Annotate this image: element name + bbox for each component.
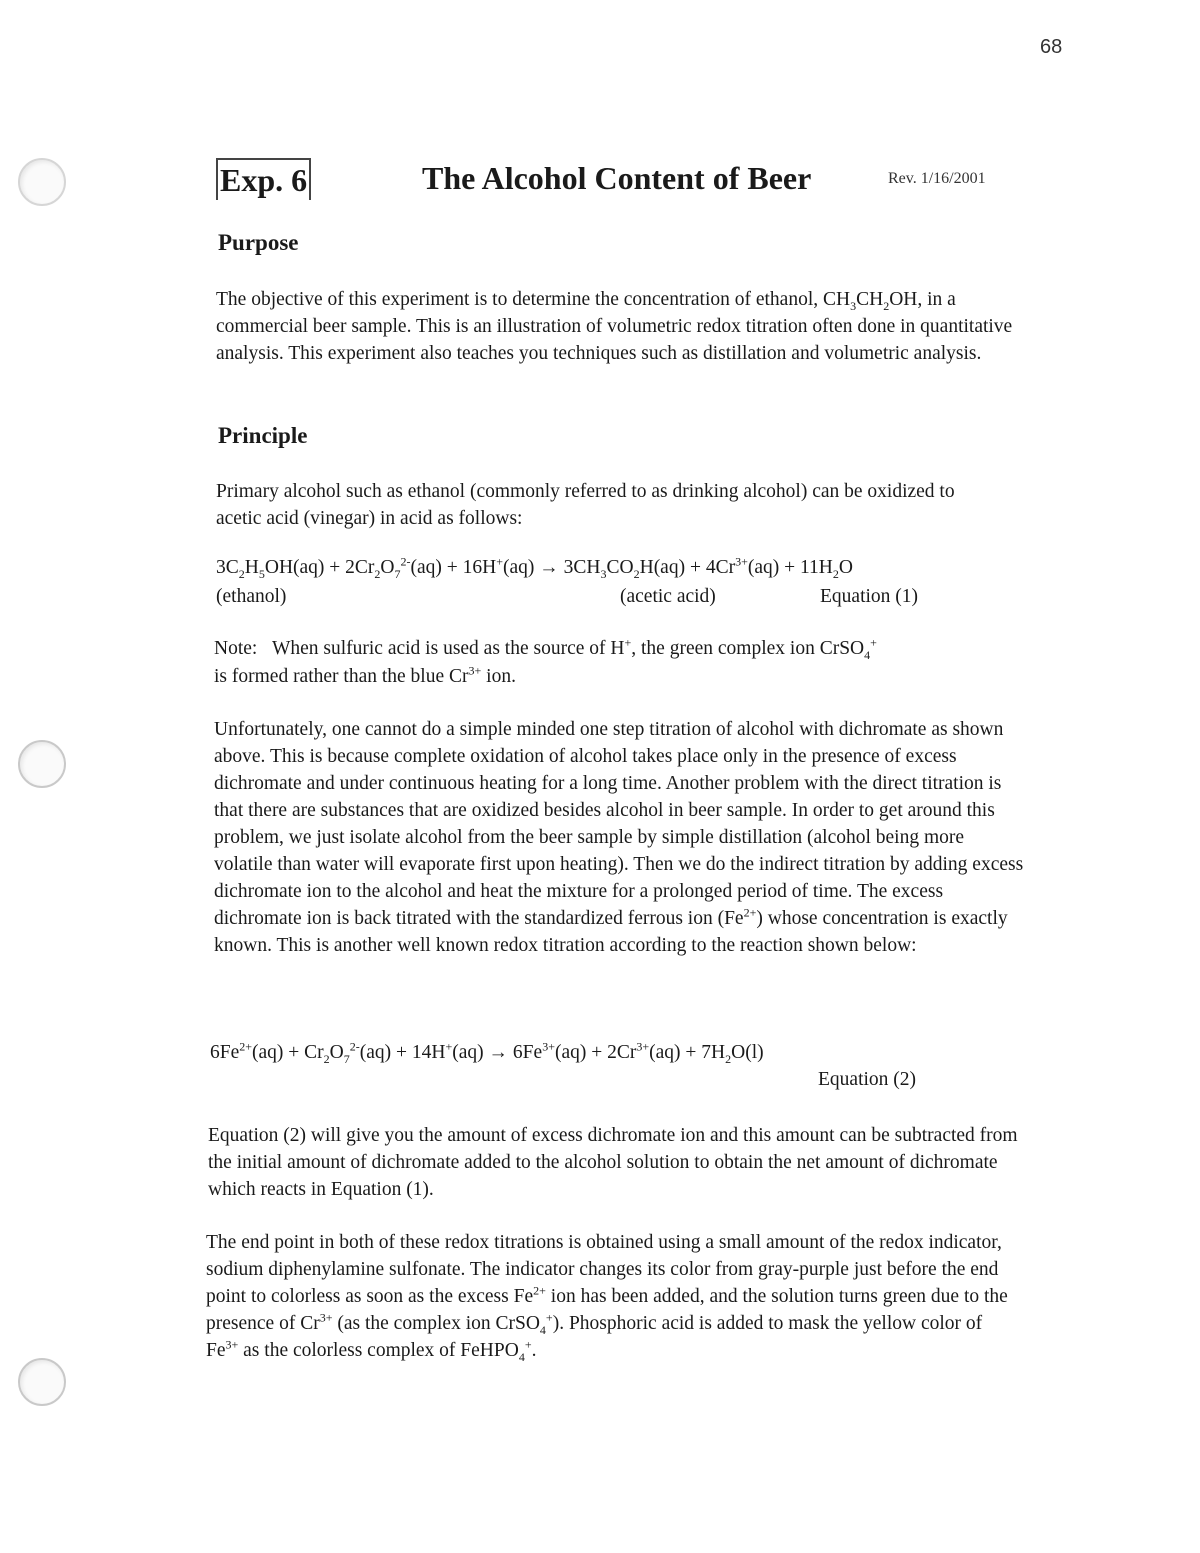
experiment-label: Exp. 6 (216, 158, 311, 200)
punch-hole (18, 158, 66, 206)
principle-intro: Primary alcohol such as ethanol (commonly referred to as drinking alcohol) can be oxidized to acetic acid (vinegar) in acid as follows: (216, 481, 955, 529)
page-number: 68 (1040, 36, 1063, 58)
purpose-heading: Purpose (218, 230, 299, 255)
principle-heading: Principle (218, 423, 308, 448)
equation-1-number: Equation (1) (820, 586, 919, 607)
punch-hole (18, 740, 66, 788)
equation-1-acetic-label: (acetic acid) (620, 586, 716, 607)
equation-2-number: Equation (2) (818, 1069, 917, 1090)
paragraph-end-point: The end point in both of these redox titrations is obtained using a small amount of the redox indicator, sodium diphenylamine sulfonate. The indicator changes its color from gray-purple just before the end point to colorless as soon as the excess $Fe^{2+}$ ion has been added, and the solution turns green due to the presence of $Cr^{3+}$ (as the complex ion CrSO$_4$+). Phosphoric acid is added to mask the yellow color of $Fe^{3+}$ as the colorless complex of FeHPO$_4$+. (206, 1232, 1008, 1364)
equation-2: $6Fe^{2+}(aq) + Cr_2O_7^{2-}(aq) + 14H^+(aq) \to 6Fe^{3+}(aq) + 2Cr^{3+}(aq) + 7H_2O(l)$ (210, 1039, 764, 1066)
paragraph-equation-2: Equation (2) will give you the amount of excess dichromate ion and this amount can be subtracted from the initial amount of dichromate added to the alcohol solution to obtain the net amount of dichromate which reacts in Equation (1). (208, 1125, 1018, 1200)
note-line-2: is formed rather than the blue $Cr^{3+}$ ion. (214, 663, 516, 687)
paragraph-unfortunately: Unfortunately, one cannot do a simple minded one step titration of alcohol with dichromate as shown above. This is because complete oxidation of alcohol takes place only in the presence of excess dichromate and under continuous heating for a long time. Another problem with the direct titration is that there are substances that are oxidized besides alcohol in beer sample. In order to get around this problem, we just isolate alcohol from the beer sample by simple distillation (alcohol being more volatile than water will evaporate first upon heating). Then we do the indirect titration by adding excess dichromate ion to the alcohol and heat the mixture for a prolonged period of time. The excess dichromate ion is back titrated with the standardized ferrous ion $(Fe^{2+})$ whose concentration is exactly known. This is another well known redox titration according to the reaction shown below: (214, 719, 1024, 956)
punch-hole (18, 1358, 66, 1406)
equation-1: $3C_2H_5OH(aq) + 2Cr_2O_7^{2-}(aq) + 16H^+(aq) \to 3CH_3CO_2H(aq) + 4Cr^{3+}(aq) + 11H_2O$ (216, 554, 853, 581)
note-label: Note: (214, 638, 258, 659)
document-title: The Alcohol Content of Beer (422, 160, 812, 196)
purpose-paragraph: The objective of this experiment is to determine the concentration of ethanol, $CH_3CH_2OH$, in a commercial beer sample. This is an illustration of volumetric redox titration often done in quantitative analysis. This experiment also teaches you techniques such as distillation and volumetric analysis. (216, 289, 1013, 364)
equation-1-ethanol-label: (ethanol) (216, 586, 287, 607)
note-line-1: Note: When sulfuric acid is used as the source of H+, the green complex ion CrSO$_4$+ (214, 635, 877, 662)
revision-date: Rev. 1/16/2001 (888, 170, 986, 187)
